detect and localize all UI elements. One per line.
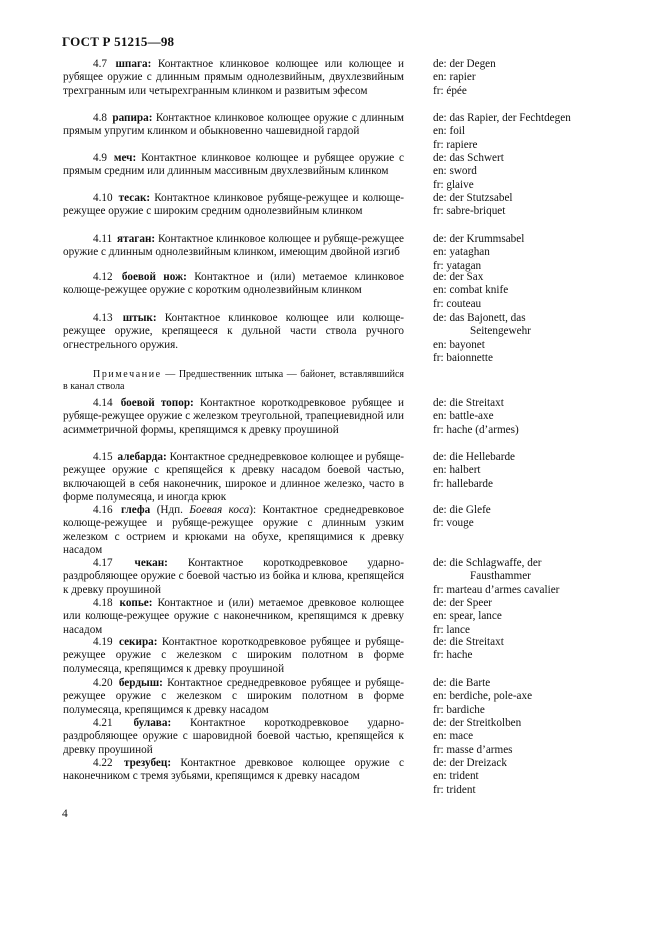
entry-number: 4.10 — [93, 192, 113, 204]
term-name: рапира: — [112, 112, 153, 124]
term-name: меч: — [113, 152, 137, 164]
translations-4-22 — [433, 757, 643, 797]
term-entry-4-19 — [63, 636, 404, 676]
translation-line: fr: masse d’armes — [433, 743, 513, 756]
translation-line: de: die Hellebarde — [433, 451, 515, 463]
term-entry-4-16 — [63, 504, 404, 557]
term-definition: Контактное короткодревковое рубящее и рубяще-режущее оружие с железком с широким полотном в форме полумесяца, крепящимся к древку проушиной — [63, 636, 405, 675]
note-text: — Предшественник штыка — байонет, вставлявшийся в канал ствола — [63, 369, 404, 392]
term-name: боевой нож: — [121, 271, 187, 283]
translations-4-15 — [433, 451, 643, 491]
translation-line: en: foil — [433, 125, 466, 138]
translations-4-19 — [433, 636, 643, 663]
term-definition: Контактное клинковое колющее или колющее и рубящее оружие с длинным прямым однолезвийным, двухлезвийным трехгранным или четырехгранным клинком и развитым эфесом — [63, 58, 404, 97]
term-definition: Контактное древковое колющее оружие с наконечником с тремя зубьями, крепящимся к древку насадом — [63, 757, 405, 783]
translation-line: en: trident — [433, 770, 479, 783]
translation-line: de: der Speer — [433, 597, 493, 609]
term-entry-4-17 — [63, 557, 404, 597]
translation-line: fr: baionnette — [433, 351, 493, 364]
translations-4-18 — [433, 597, 643, 637]
translation-line: fr: marteau d’armes cavalier — [433, 583, 560, 596]
translation-line: en: halbert — [433, 464, 481, 477]
entry-number: 4.7 — [93, 58, 107, 70]
term-name: булава: — [133, 717, 172, 729]
translation-line: fr: trident — [433, 783, 476, 796]
term-entry-4-11 — [63, 233, 404, 260]
deprecated-term: Боевая коса — [189, 504, 250, 516]
translation-line: en: mace — [433, 730, 474, 743]
entry-number: 4.12 — [93, 271, 113, 283]
entry-number: 4.16 — [93, 504, 113, 516]
entry-number: 4.17 — [93, 557, 113, 569]
term-entry-4-14 — [63, 397, 404, 437]
term-name: глефа — [121, 504, 151, 516]
translation-line: fr: sabre-briquet — [433, 205, 506, 218]
translation-line: de: die Streitaxt — [433, 397, 504, 409]
term-entry-4-13 — [63, 312, 404, 352]
translation-line: en: battle-axe — [433, 410, 494, 423]
document-header: ГОСТ Р 51215—98 — [62, 34, 175, 49]
term-name: алебарда: — [117, 451, 167, 463]
translation-line: de: der Krummsabel — [433, 233, 525, 245]
entry-number: 4.11 — [93, 233, 113, 245]
entry-number: 4.18 — [93, 597, 113, 609]
translation-line: en: berdiche, pole-axe — [433, 690, 533, 703]
term-definition: Контактное среднедревковое рубящее и рубяще-режущее оружие с железком с широким полотном в форме полумесяца, крепящимся к древку насадом — [63, 677, 404, 716]
entry-number: 4.8 — [93, 112, 107, 124]
translations-4-7 — [433, 58, 643, 98]
translation-line: de: der Stutzsabel — [433, 192, 513, 204]
translation-line: fr: couteau — [433, 297, 482, 310]
entry-number: 4.22 — [93, 757, 113, 769]
deprecated-prefix: (Ндп. — [156, 504, 183, 516]
translation-line: de: der Sax — [433, 271, 484, 283]
term-definition: ): Контактное среднедревковое колюще-режущее и рубяще-режущее оружие с длинным узким железком с острием и крюками на обухе, крепящимися к древку насадом — [63, 504, 405, 556]
translations-4-14 — [433, 397, 643, 437]
translation-line: de: das Rapier, der Fechtdegen — [433, 112, 571, 124]
note-label: Примечание — [93, 369, 162, 380]
translations-4-10 — [433, 192, 643, 219]
translation-line: de: die Barte — [433, 677, 491, 689]
term-name: тесак: — [118, 192, 151, 204]
entry-number: 4.9 — [93, 152, 107, 164]
term-definition: Контактное и (или) метаемое клинковое колюще-режущее оружие с коротким однолезвийным клинком — [63, 271, 405, 297]
translation-line: de: die Streitaxt — [433, 636, 504, 648]
term-name: боевой топор: — [120, 397, 194, 409]
term-entry-4-12 — [63, 271, 404, 298]
entry-number: 4.21 — [93, 717, 113, 729]
entry-number: 4.20 — [93, 677, 113, 689]
term-entry-4-18 — [63, 597, 404, 637]
translation-line: fr: hache — [433, 649, 473, 662]
translation-line: en: combat knife — [433, 284, 509, 297]
translation-line: de: das Schwert — [433, 152, 504, 164]
translation-line: fr: épée — [433, 84, 467, 97]
term-entry-4-20 — [63, 677, 404, 717]
translations-4-17 — [433, 557, 643, 597]
translation-line: en: rapier — [433, 71, 476, 84]
translation-line: de: die Glefe — [433, 504, 491, 516]
term-entry-4-15 — [63, 451, 404, 504]
term-name: копье: — [119, 597, 153, 609]
term-entry-4-10 — [63, 192, 404, 219]
term-definition: Контактное короткодревковое ударно-раздробляющее оружие с боевой частью из бойка и клюва, крепящейся к древку проушиной — [63, 557, 404, 596]
translation-line: de: die Schlagwaffe, der — [433, 557, 542, 569]
translation-line: fr: hache (d’armes) — [433, 423, 519, 436]
term-entry-4-7 — [63, 58, 404, 98]
term-definition: Контактное и (или) метаемое древковое колющее или колюще-режущее оружие с наконечником, крепящимся к древку насадом — [63, 597, 404, 636]
translation-line: fr: hallebarde — [433, 477, 493, 490]
translations-4-8 — [433, 112, 643, 152]
translation-line: fr: bardiche — [433, 703, 485, 716]
entry-number: 4.13 — [93, 312, 113, 324]
translation-line: de: der Dreizack — [433, 757, 507, 769]
translation-line: fr: yatagan — [433, 259, 482, 272]
term-name: штык: — [122, 312, 157, 324]
term-definition: Контактное клинковое колющее или колюще-режущее оружие, крепящееся к дульной части ствола ручного огнестрельного оружия. — [63, 312, 405, 351]
translations-4-20 — [433, 677, 643, 717]
translation-line: de: der Streitkolben — [433, 717, 522, 729]
term-name: трезубец: — [123, 757, 172, 769]
translation-line: en: yataghan — [433, 246, 490, 259]
term-definition: Контактное клинковое колющее оружие с длинным прямым упругим клинком и обыкновенно чашевидной гардой — [63, 112, 405, 138]
translation-line: Fausthammer — [470, 570, 531, 583]
translations-4-9 — [433, 152, 643, 192]
translation-line: en: bayonet — [433, 338, 485, 351]
term-definition: Контактное клинковое рубяще-режущее и колюще-режущее оружие с широким средним однолезвийным клинком — [63, 192, 405, 218]
translation-line: de: das Bajonett, das — [433, 312, 526, 324]
translation-line: en: sword — [433, 165, 477, 178]
translation-line: en: spear, lance — [433, 610, 502, 623]
translation-line: Seitengewehr — [470, 325, 531, 338]
term-definition: Контактное короткодревковое рубящее и рубяще-режущее оружие с железком треугольной, трапециевидной или асимметричной формы, крепящимся к древку проушиной — [63, 397, 404, 436]
translations-4-16 — [433, 504, 643, 531]
translations-4-12 — [433, 271, 643, 311]
term-name: секира: — [118, 636, 158, 648]
translation-line: fr: vouge — [433, 517, 474, 530]
term-definition: Контактное короткодревковое ударно-раздробляющее оружие с шаровидной боевой частью, крепящейся к древку проушиной — [63, 717, 404, 756]
translation-line: fr: rapiere — [433, 138, 478, 151]
translation-line: fr: lance — [433, 623, 470, 636]
term-entry-4-22 — [63, 757, 404, 784]
term-name: шпага: — [115, 58, 152, 70]
entry-number: 4.14 — [93, 397, 113, 409]
term-entry-4-8 — [63, 112, 404, 139]
term-definition: Контактное клинковое колющее и рубяще-режущее оружие с длинным однолезвийным клинком, имеющим двойной изгиб — [63, 233, 405, 259]
term-entry-4-21 — [63, 717, 404, 757]
translation-line: fr: glaive — [433, 178, 474, 191]
term-entry-4-9 — [63, 152, 404, 179]
term-name: чекан: — [134, 557, 168, 569]
translations-4-11 — [433, 233, 643, 273]
entry-number: 4.15 — [93, 451, 113, 463]
translation-line: de: der Degen — [433, 58, 496, 70]
term-definition: Контактное клинковое колющее и рубящее оружие с прямым средним или длинным массивным двухлезвийным клинком — [63, 152, 405, 178]
page-number: 4 — [62, 808, 68, 820]
term-definition: Контактное среднедревковое колющее и рубяще-режущее оружие с крепящейся к древку насадом боевой частью, включающей в себя наконечник, широкое и длинное железко, часто в форме полумесяца, и иногда крюк — [63, 451, 405, 503]
translations-4-13 — [433, 312, 643, 365]
term-name: ятаган: — [117, 233, 156, 245]
entry-number: 4.19 — [93, 636, 113, 648]
term-name: бердыш: — [118, 677, 163, 689]
translations-4-21 — [433, 717, 643, 757]
note-block — [63, 369, 404, 393]
